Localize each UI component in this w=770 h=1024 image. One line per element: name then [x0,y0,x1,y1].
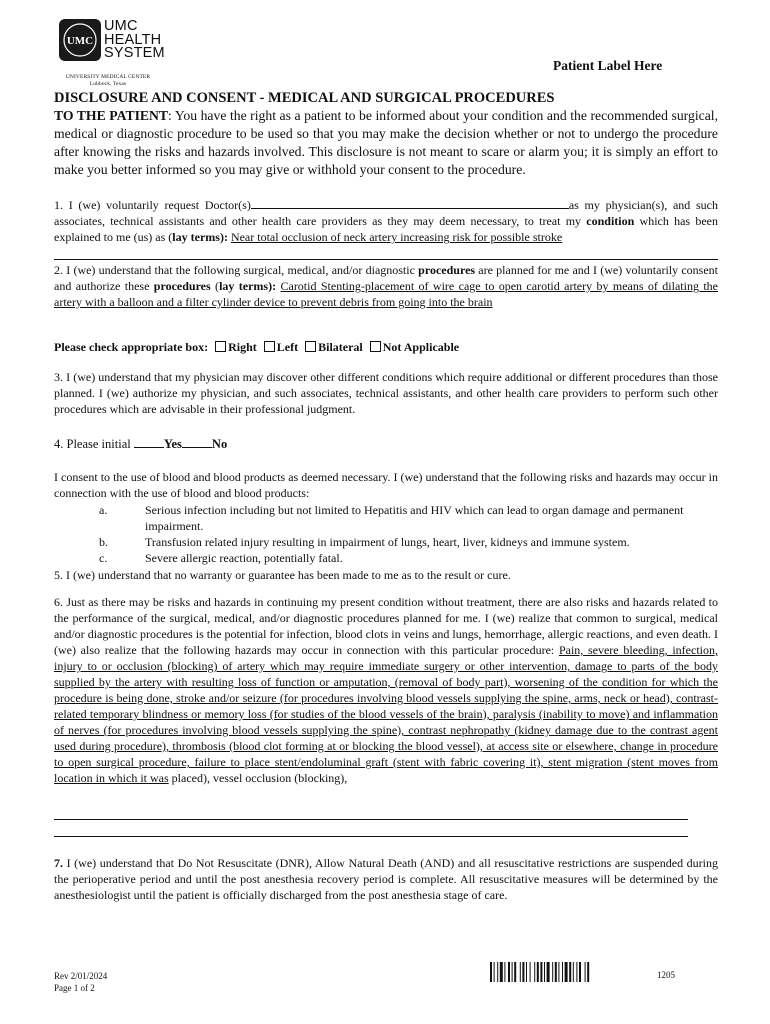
intro-lead: TO THE PATIENT [54,108,169,123]
s6-tail: placed), vessel occlusion (blocking), [168,771,348,785]
list-text: Transfusion related injury resulting in impairment of lungs, heart, liver, kidneys and immune system. [145,535,630,549]
revision-date: Rev 2/01/2024 [54,971,108,981]
list-text: Severe allergic reaction, potentially fatal. [145,551,343,565]
barcode-bar [497,962,498,982]
s2-text-c: ( [210,279,220,293]
section-3: 3. I (we) understand that my physician may discover other different conditions which require additional or different procedures than those planned. I (we) authorize my physician, and such associates, technical assistants, and other health care providers to perform such other procedures which are advisable in their professional judgment. [54,370,718,416]
side-checkbox-row [54,339,718,355]
section-6 [54,594,718,786]
barcode-bar [500,962,503,982]
doctor-name-field[interactable] [251,197,569,209]
barcode-bar [508,962,510,982]
barcode-bar [512,962,513,982]
s1-text-b: as my physician(s), and such associates, technical assistants and other health care providers as they may deem necessary, to treat my [54,198,718,228]
no-initial-field[interactable] [182,436,212,448]
barcode-bar [534,962,535,982]
divider-line [54,836,688,837]
blood-risk-list [54,502,718,566]
intro-text: : You have the right as a patient to be informed about your condition and the recommended surgical, medical or diagnostic procedure to be used so that you may make the decision whether or not to undergo the procedure after knowing the risks and hazards involved. This disclosure is not meant to scare or alarm you; it is simply an effort to make you better informed so you may give or withhold your consent to the procedure. [54,108,718,177]
logo-line-2: HEALTH [104,31,162,48]
form-title: DISCLOSURE AND CONSENT - MEDICAL AND SURGICAL PROCEDURES [54,90,555,106]
svg-text:UMC: UMC [66,35,94,47]
divider-line [54,259,718,260]
list-letter: c. [99,551,108,565]
barcode-bar [565,962,568,982]
s4-no: No [211,437,228,451]
s6-text: 6. Just as there may be risks and hazards in continuing my present condition without treatment, there are also risks and hazards related to the performance of the surgical, medical, and/or diagnostic procedures planned for me. I (we) realize that common to surgical, medical and/or diagnostic procedures is the potential for infection, blood clots in veins and lungs, hemorrhage, allergic reactions, and even death. I (we) also realize that the following hazards may occur in connection with this particular procedure: [54,595,718,657]
list-item [54,534,718,550]
section-7 [54,855,718,903]
barcode-bar [579,962,581,982]
barcode-icon [490,962,640,982]
list-item [54,550,718,566]
not-applicable-label: Not Applicable [382,340,460,354]
s1-text-c: which has been explained to me (us) as ( [54,214,718,244]
s4-label: 4. Please initial [54,437,134,451]
list-text: Serious infection including but not limited to Hepatitis and HIV which can lead to organ damage and permanent impairment. [145,503,684,533]
page-number: Page 1 of 2 [54,983,95,993]
yes-initial-field[interactable] [134,436,164,448]
umc-seal-icon [58,18,102,62]
barcode-bar [490,962,492,982]
left-checkbox[interactable] [264,341,275,352]
barcode-bar [576,962,577,982]
barcode-bar [504,962,505,982]
s2-procedures: procedures [418,263,476,277]
divider-line [54,819,688,820]
form-code: 1205 [657,970,675,980]
barcode-bar [552,962,553,982]
not-applicable-checkbox[interactable] [370,341,381,352]
logo-subtitle [58,74,158,88]
s7-number: 7. [54,856,63,870]
s7-text: I (we) understand that Do Not Resuscitate (DNR), Allow Natural Death (AND) and all resuscitative restrictions are suspended during the perioperative period and until the post anesthesia recovery period is complete. All resuscitative measures will be determined by the anesthesiologist until the patient is officially discharged from the post anesthesia stage of care. [54,856,718,902]
barcode-bar [569,962,571,982]
barcode-bar [526,962,527,982]
checkbox-prompt: Please check appropriate box: [54,340,209,354]
section-5: 5. I (we) understand that no warranty or guarantee has been made to me as to the result or cure. [54,568,511,582]
procedure-field[interactable]: Carotid Stenting-placement of wire cage to open carotid artery by means of dilating the artery with a balloon and a filter cylinder device to prevent debris from going into the brain [54,279,719,309]
umc-logo [58,18,178,92]
s2-text-b: are planned for me and I (we) voluntarily consent and authorize these [54,263,718,293]
bilateral-label: Bilateral [318,340,363,354]
right-checkbox[interactable] [215,341,226,352]
barcode-bar [514,962,516,982]
intro-paragraph [54,107,718,179]
list-letter: a. [99,503,108,517]
section-2 [54,262,718,310]
logo-sub-1: UNIVERSITY MEDICAL CENTER [65,74,151,80]
list-letter: b. [99,535,108,549]
barcode-bar [547,962,550,982]
logo-line-3: SYSTEM [104,45,165,61]
s1-condition: condition [586,214,635,228]
blood-consent-paragraph: I consent to the use of blood and blood products as deemed necessary. I (we) understand that the following risks and hazards may occur in connection with the use of blood and blood products: [54,470,718,500]
s2-text-a: 2. I (we) understand that the following surgical, medical, and/or diagnostic [54,263,419,277]
condition-field[interactable]: Near total occlusion of neck artery increasing risk for possible stroke [230,230,563,244]
barcode-bar [562,962,563,982]
logo-line-1: UMC [104,18,138,34]
patient-label-placeholder: Patient Label Here [553,58,663,73]
barcode-bar [540,962,542,982]
left-label: Left [276,340,299,354]
s2-procedures-2: procedures [153,279,211,293]
barcode-bar [537,962,539,982]
list-item [54,502,718,534]
right-label: Right [228,340,257,354]
hazards-field[interactable]: Pain, severe bleeding, infection, injury to or occlusion (blocking) of artery which may require immediate surgery or other intervention, damage to parts of the body supplied by the artery with resulting loss of function or amputation, (removal of body part), worsening of the condition for which the procedure is being done, stroke and/or seizure (for procedures involving blood vessels supplying the spine, arms, neck or head), contrast-related temporary blindness or memory loss (for studies of the blood vessels of the brain), paralysis (inability to move) and inflammation of nerves (for procedures involving blood vessels supplying the spine), contrast nephropathy (kidney damage due to the contrast agent used during procedure), thrombosis (blood clot forming at or blocking the blood vessel), at access site or elsewhere, change in procedure to open surgical procedure, failure to place stent/endoluminal graft (stent with fabric covering it), stent migration (stent moves from location in which it was [54,643,718,785]
barcode-bar [544,962,545,982]
barcode-bar [587,962,589,982]
barcode-bar [522,962,524,982]
s4-yes: Yes [163,437,182,451]
section-1 [54,197,718,245]
barcode-bar [585,962,586,982]
s1-lay-terms: lay terms): [172,230,228,244]
barcode-bar [494,962,495,982]
section-4 [54,436,718,452]
logo-wordmark [104,20,165,61]
footer-revision [54,970,107,994]
barcode-bar [573,962,574,982]
barcode-bar [520,962,521,982]
bilateral-checkbox[interactable] [305,341,316,352]
barcode-bar [555,962,557,982]
s2-lay-terms: lay terms): [219,279,277,293]
barcode-bar [558,962,559,982]
logo-sub-2: Lubbock, Texas [89,81,127,87]
s1-text-a: 1. I (we) voluntarily request Doctor(s) [54,198,251,212]
barcode-bar [530,962,531,982]
